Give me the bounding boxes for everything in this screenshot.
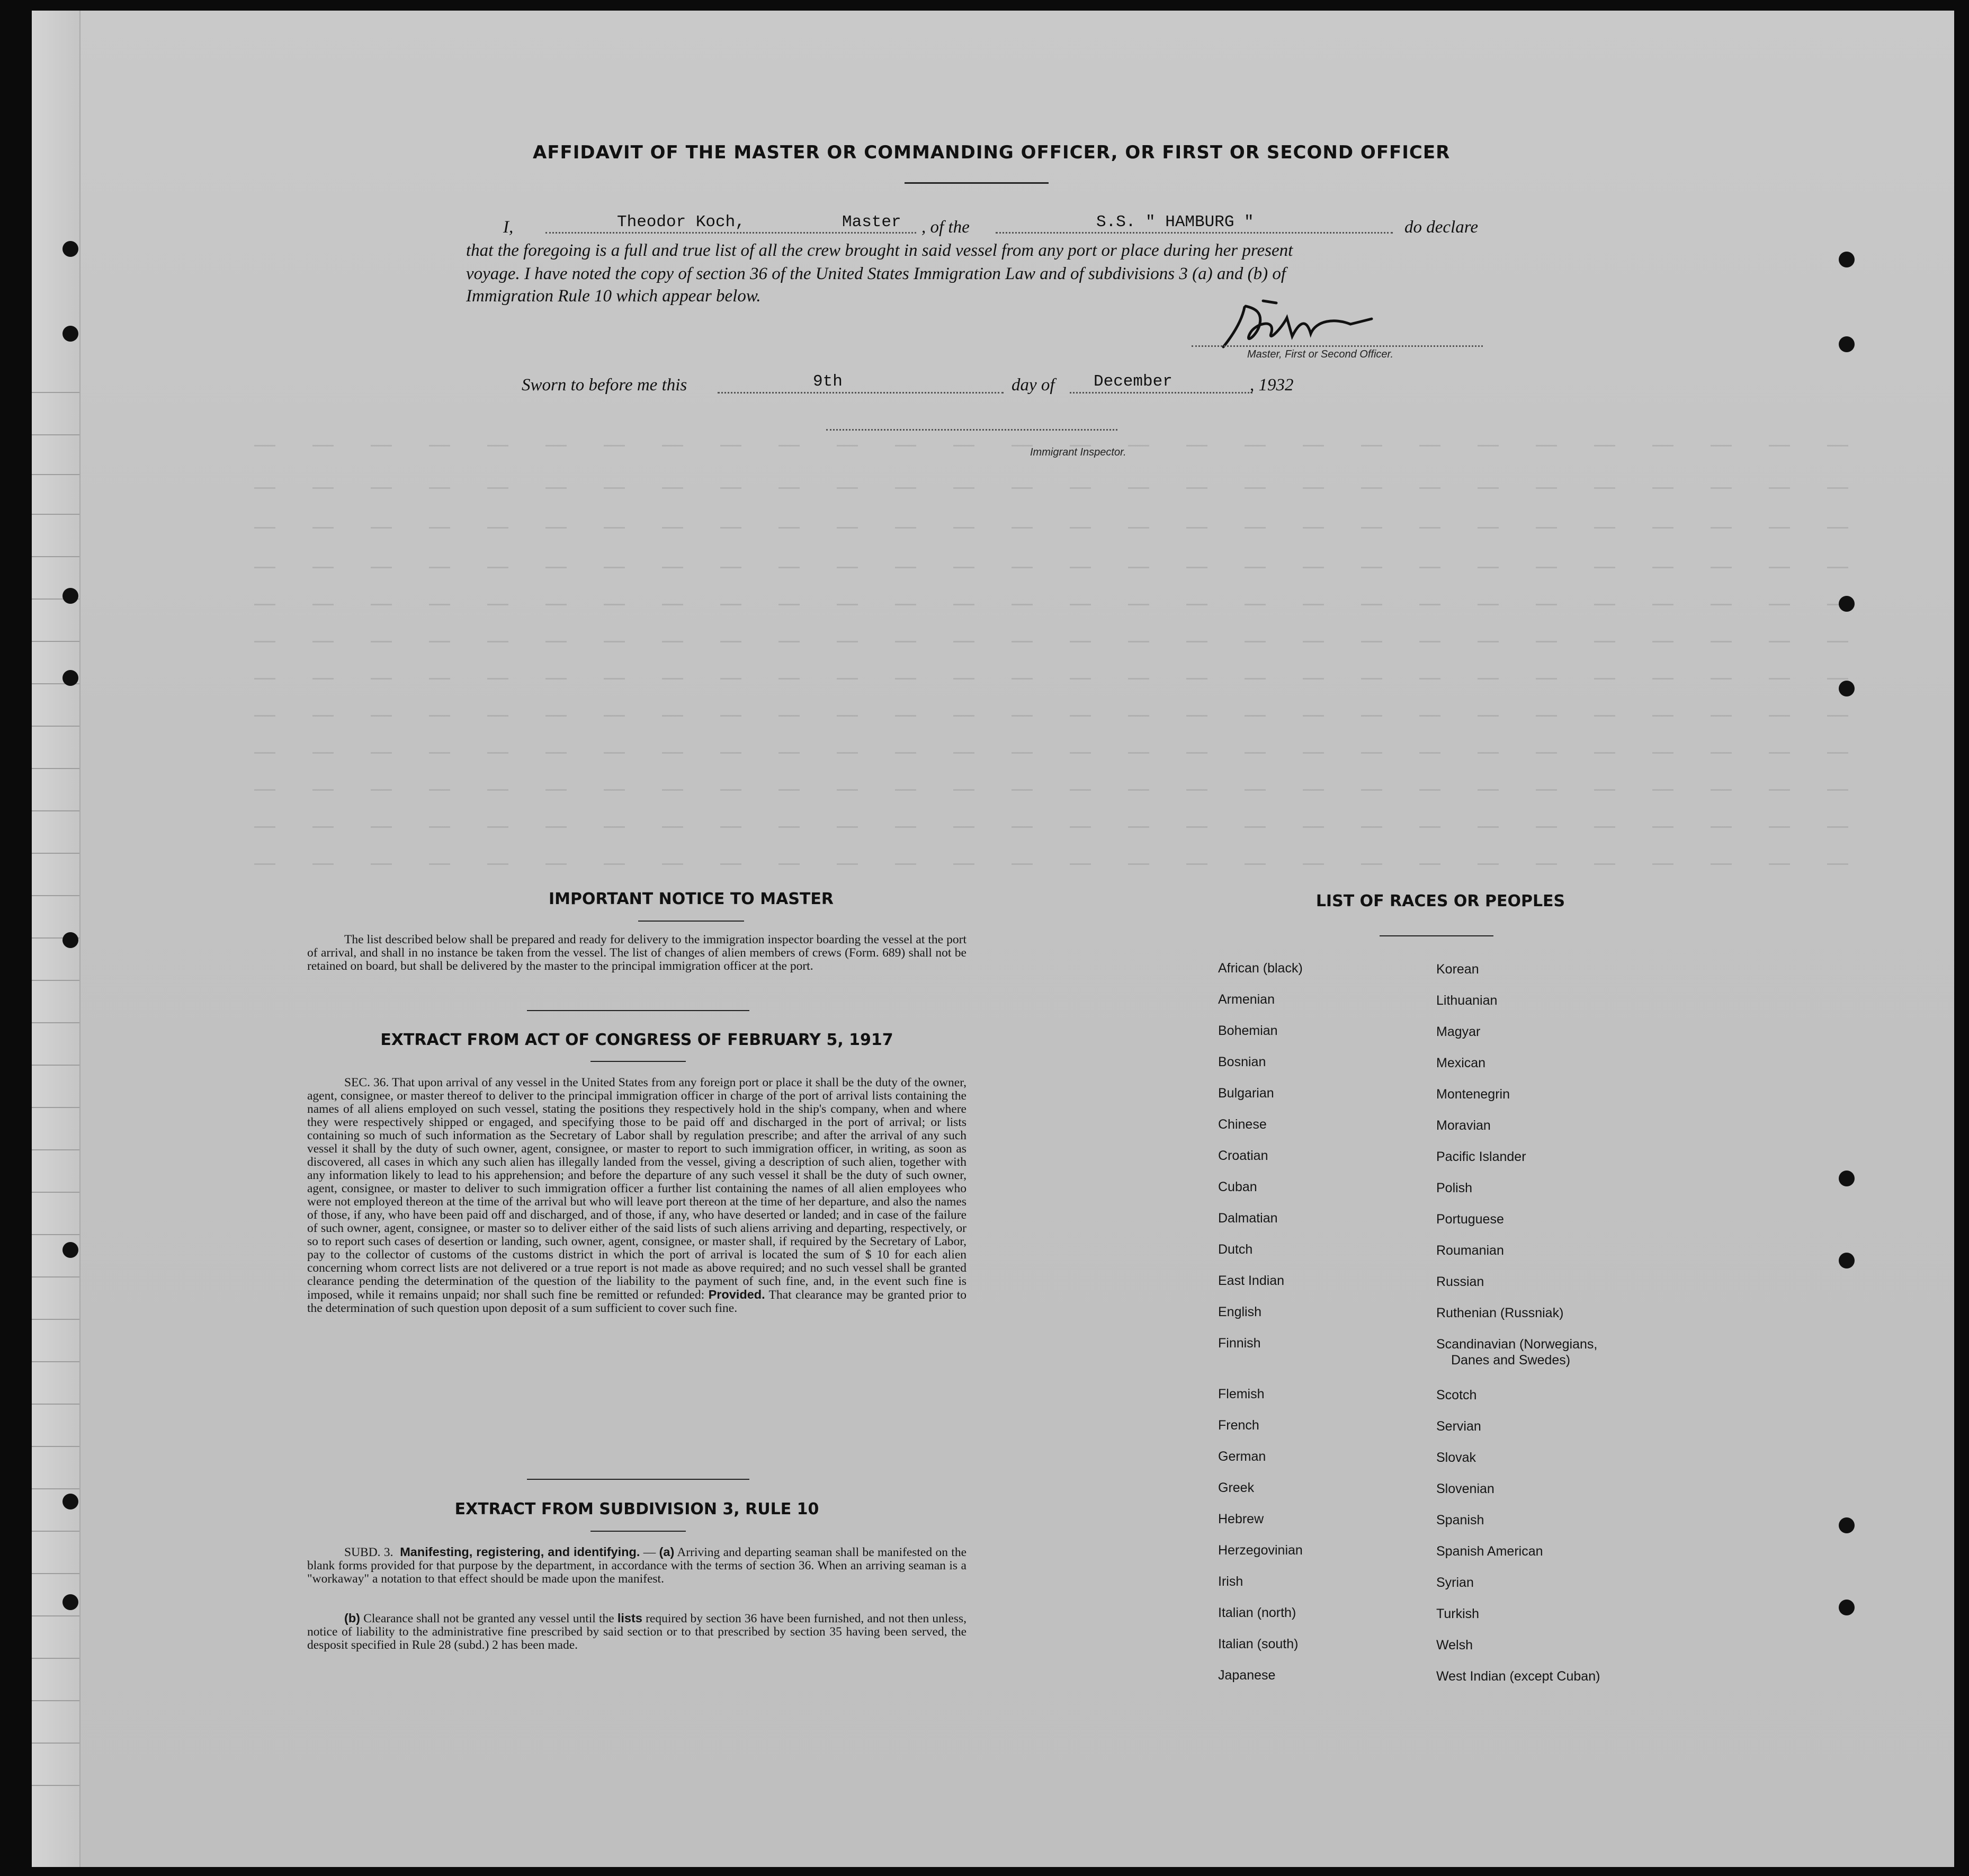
edge-line <box>32 1107 79 1108</box>
lists-keyword: lists <box>617 1611 642 1625</box>
month-fill-line <box>1070 392 1252 394</box>
section-36-ending: That clearance may be granted prior to the determination of such question upon deposit of a sum sufficient to cover such fine. <box>307 1288 966 1315</box>
race-item: Spanish <box>1436 1513 1484 1527</box>
punch-hole <box>1839 252 1855 267</box>
punch-hole <box>62 670 78 686</box>
rule-extract-underline <box>590 1531 686 1532</box>
subd-a-body: Arriving and departing seaman shall be manifested on the blank forms provided for that purpose by the department, in accordance with the terms of section 36. When an arriving seaman is a "workaway" a notation to that effect should be made upon the manifest. <box>307 1546 967 1586</box>
edge-line <box>32 1065 79 1066</box>
title-underline <box>905 182 1049 184</box>
race-item: Polish <box>1436 1181 1473 1195</box>
punch-hole <box>1839 1253 1855 1268</box>
race-item: Spanish American <box>1436 1544 1543 1559</box>
sworn-year: 1932 <box>1258 376 1294 395</box>
edge-line <box>32 1446 79 1447</box>
master-name-field: Theodor Koch, <box>617 213 745 231</box>
race-item: Cuban <box>1218 1180 1257 1194</box>
race-item: Armenian <box>1218 992 1275 1007</box>
races-title: LIST OF RACES OR PEOPLES <box>1315 892 1565 910</box>
race-item: Dalmatian <box>1218 1211 1278 1226</box>
race-item: Italian (south) <box>1218 1637 1299 1651</box>
edge-line <box>32 768 79 769</box>
signature-line <box>1192 345 1483 347</box>
punch-hole <box>1839 1600 1855 1615</box>
races-underline <box>1380 935 1493 936</box>
sworn-label: Sworn to before me this <box>522 376 687 395</box>
race-item: Japanese <box>1218 1668 1276 1683</box>
race-item: Greek <box>1218 1480 1255 1495</box>
vessel-name-field: S.S. " HAMBURG " <box>1096 213 1254 231</box>
race-item: Roumanian <box>1436 1243 1504 1258</box>
punch-hole <box>62 588 78 604</box>
edge-line <box>32 514 79 515</box>
edge-line <box>32 853 79 854</box>
affidavit-title: AFFIDAVIT OF THE MASTER OR COMMANDING OFFICER, OR FIRST OR SECOND OFFICER <box>533 142 1451 163</box>
edge-line <box>32 1234 79 1235</box>
edge-line <box>32 726 79 727</box>
affidavit-i-label: I, <box>503 218 514 237</box>
edge-line <box>32 641 79 642</box>
edge-line <box>32 1785 79 1786</box>
race-item: Finnish <box>1218 1336 1261 1351</box>
race-item: Scotch <box>1436 1388 1477 1402</box>
race-item: Montenegrin <box>1436 1087 1510 1102</box>
bleed-through-row <box>254 863 1869 865</box>
inspector-signature-line <box>826 429 1117 431</box>
race-item: Russian <box>1436 1274 1484 1289</box>
punch-hole <box>1839 336 1855 352</box>
edge-line <box>32 810 79 811</box>
race-item: Magyar <box>1436 1024 1481 1039</box>
notice-divider <box>527 1010 749 1011</box>
race-item: Herzegovinian <box>1218 1543 1303 1558</box>
of-the-label: , of the <box>921 218 970 237</box>
punch-hole <box>1839 596 1855 612</box>
edge-line <box>32 1573 79 1574</box>
notice-text: The list described below shall be prepared and ready for delivery to the immigration inspector boarding the vessel at the port of arrival, and shall in no instance be taken from the vessel. The list of changes of alien members of crews (Form. 689) shall not be retained on board, but shall be delivered by the master to the principal immigration officer at the port. <box>307 933 966 973</box>
race-item: Welsh <box>1436 1638 1473 1652</box>
edge-line <box>32 1700 79 1701</box>
bleed-through-row <box>254 678 1869 680</box>
subd-label: SUBD. 3. <box>344 1546 393 1559</box>
edge-line <box>32 1615 79 1616</box>
race-item: Scandinavian (Norwegians, <box>1436 1337 1598 1352</box>
name-fill-line <box>545 232 916 234</box>
act-extract-title: EXTRACT FROM ACT OF CONGRESS OF FEBRUARY 5, 1917 <box>380 1031 893 1049</box>
race-item: Syrian <box>1436 1575 1474 1590</box>
race-item: English <box>1218 1305 1261 1319</box>
section-36-body: SEC. 36. That upon arrival of any vessel in the United States from any foreign port or place it shall be the duty of the owner, agent, consignee, or master thereof to deliver to the principal immigration officer in charge of the port of arrival lists containing the names of all aliens employed on such vessel, stating the positions they respectively hold in the ship's company, when and where they were respectively shipped or engaged, and specifying those to be paid off and discharged in the port of arrival; or lists containing so much of such information as the Secretary of Labor shall by regulation prescribe; and after the arrival of any such vessel it shall by the duty of such owner, agent, consignee, or master to report to such immigration officer, in writing, as soon as discovered, all cases in which any such alien has illegally landed from the vessel, giving a description of such alien, together with any information likely to lead to his apprehension; and before the departure of any such vessel it shall be the duty of such owner, agent, consignee, or master to deliver to such immigration officer a further list containing the names of all alien employees who were not employed thereon at the time of the arrival but who will leave port thereon at the time of her departure, and also the names of those, if any, who have been paid off and discharged, and of those, if any, who have deserted or landed; and in case of the failure of such owner, agent, consignee, or master so to deliver either of the said lists of such aliens arriving and departing, respectively, or so to report such cases of desertion or landing, such owner, agent, consignee, or master shall, if required by the Secretary of Labor, pay to the collector of customs of the customs district in which the port of arrival is located the sum of $ 10 for each alien concerning whom correct lists are not delivered or a true report is not made as above required; and no such vessel shall be granted clearance pending the determination of the question of the liability to the payment of such fine, and, in the event such fine is imposed, while it remains unpaid; nor shall such fine be remitted or refunded: <box>307 1076 966 1302</box>
sworn-day-field: 9th <box>813 372 843 391</box>
race-item: Italian (north) <box>1218 1605 1296 1620</box>
punch-hole <box>62 932 78 948</box>
bleed-through-row <box>254 826 1869 828</box>
edge-line <box>32 1319 79 1320</box>
inspector-caption: Immigrant Inspector. <box>1030 446 1126 458</box>
race-item: German <box>1218 1449 1266 1464</box>
do-declare-label: do declare <box>1404 218 1478 237</box>
subd-b-body-2: required by section 36 have been furnished, and not then unless, notice of liability to the administrative fine prescribed by said section or to that prescribed by section 35 having been served, the desposit specified in Rule 28 (subd.) 2 has been made. <box>307 1612 966 1652</box>
edge-line <box>32 1192 79 1193</box>
edge-line <box>32 1658 79 1659</box>
edge-line <box>32 895 79 896</box>
edge-line <box>32 1022 79 1023</box>
race-item: Croatian <box>1218 1148 1268 1163</box>
race-item: Dutch <box>1218 1242 1253 1257</box>
day-of-label: day of <box>1012 376 1055 395</box>
vessel-fill-line <box>996 232 1393 234</box>
bleed-through-row <box>254 752 1869 754</box>
bleed-through-row <box>254 715 1869 717</box>
affidavit-line-3: voyage. I have noted the copy of section 36 of the United States Immigration Law and of subdivisions 3 (a) and (b) of <box>466 264 1286 283</box>
bleed-through-row <box>254 789 1869 791</box>
notice-title: IMPORTANT NOTICE TO MASTER <box>549 890 834 908</box>
race-item: Servian <box>1436 1419 1481 1434</box>
race-item: East Indian <box>1218 1273 1285 1288</box>
race-item: Bohemian <box>1218 1023 1278 1038</box>
subd-a-label: (a) <box>659 1545 675 1559</box>
bleed-through-row <box>254 567 1869 568</box>
punch-hole <box>62 1494 78 1509</box>
edge-line <box>32 1488 79 1489</box>
act-divider <box>527 1479 749 1480</box>
subd-dash: — <box>640 1546 659 1559</box>
race-item: Danes and Swedes) <box>1451 1353 1571 1368</box>
race-item: Portuguese <box>1436 1212 1504 1227</box>
punch-hole <box>62 1242 78 1258</box>
race-item: Ruthenian (Russniak) <box>1436 1306 1564 1320</box>
rule-subd-a-text <box>307 1546 966 1586</box>
edge-line <box>32 1404 79 1405</box>
rule-extract-title: EXTRACT FROM SUBDIVISION 3, RULE 10 <box>454 1500 819 1518</box>
edge-line <box>32 1149 79 1150</box>
race-item: West Indian (except Cuban) <box>1436 1669 1600 1684</box>
race-item: Flemish <box>1218 1387 1265 1401</box>
bleed-through-row <box>254 604 1869 605</box>
punch-hole <box>1839 1517 1855 1533</box>
affidavit-line-2: that the foregoing is a full and true list of all the crew brought in said vessel from any port or place during her present <box>466 241 1293 260</box>
race-item: Turkish <box>1436 1606 1480 1621</box>
race-item: African (black) <box>1218 961 1303 976</box>
punch-hole <box>62 1594 78 1610</box>
bleed-through-row <box>254 641 1869 642</box>
year-field: , 1932 <box>1250 376 1294 395</box>
section-36-text <box>307 1076 966 1315</box>
edge-line <box>32 556 79 557</box>
race-item: Pacific Islander <box>1436 1149 1526 1164</box>
punch-hole <box>1839 681 1855 696</box>
subd-b-label: (b) <box>344 1611 361 1625</box>
race-item: Slovak <box>1436 1450 1476 1465</box>
subd-b-body-1: Clearance shall not be granted any vessel until the <box>363 1612 614 1625</box>
edge-line <box>32 1276 79 1278</box>
race-item: Bulgarian <box>1218 1086 1274 1101</box>
bleed-through-row <box>254 487 1869 489</box>
sworn-month-field: December <box>1094 372 1173 391</box>
punch-hole <box>62 326 78 342</box>
edge-line <box>32 434 79 435</box>
rank-field: Master <box>842 213 901 231</box>
subd-heading: Manifesting, registering, and identifying. <box>400 1545 640 1559</box>
edge-line <box>32 1743 79 1744</box>
rule-subd-b-text <box>307 1612 966 1652</box>
signature-caption: Master, First or Second Officer. <box>1247 349 1394 360</box>
race-item: Korean <box>1436 962 1479 977</box>
race-item: Chinese <box>1218 1117 1267 1132</box>
bleed-through-row <box>254 527 1869 529</box>
edge-line <box>32 474 79 475</box>
edge-line <box>32 1361 79 1362</box>
provided-keyword: Provided. <box>708 1288 765 1301</box>
affidavit-line-4: Immigration Rule 10 which appear below. <box>466 287 761 306</box>
race-item: Lithuanian <box>1436 993 1498 1008</box>
edge-line <box>32 392 79 393</box>
race-item: Mexican <box>1436 1056 1486 1070</box>
race-item: Slovenian <box>1436 1481 1494 1496</box>
race-item: French <box>1218 1418 1259 1433</box>
race-item: Hebrew <box>1218 1512 1264 1526</box>
race-item: Irish <box>1218 1574 1243 1589</box>
punch-hole <box>62 241 78 257</box>
race-item: Moravian <box>1436 1118 1491 1133</box>
act-extract-underline <box>590 1061 686 1062</box>
edge-line <box>32 980 79 981</box>
punch-hole <box>1839 1171 1855 1186</box>
edge-line <box>32 1531 79 1532</box>
notice-underline <box>638 921 744 922</box>
race-item: Bosnian <box>1218 1055 1266 1069</box>
day-fill-line <box>718 392 1004 394</box>
